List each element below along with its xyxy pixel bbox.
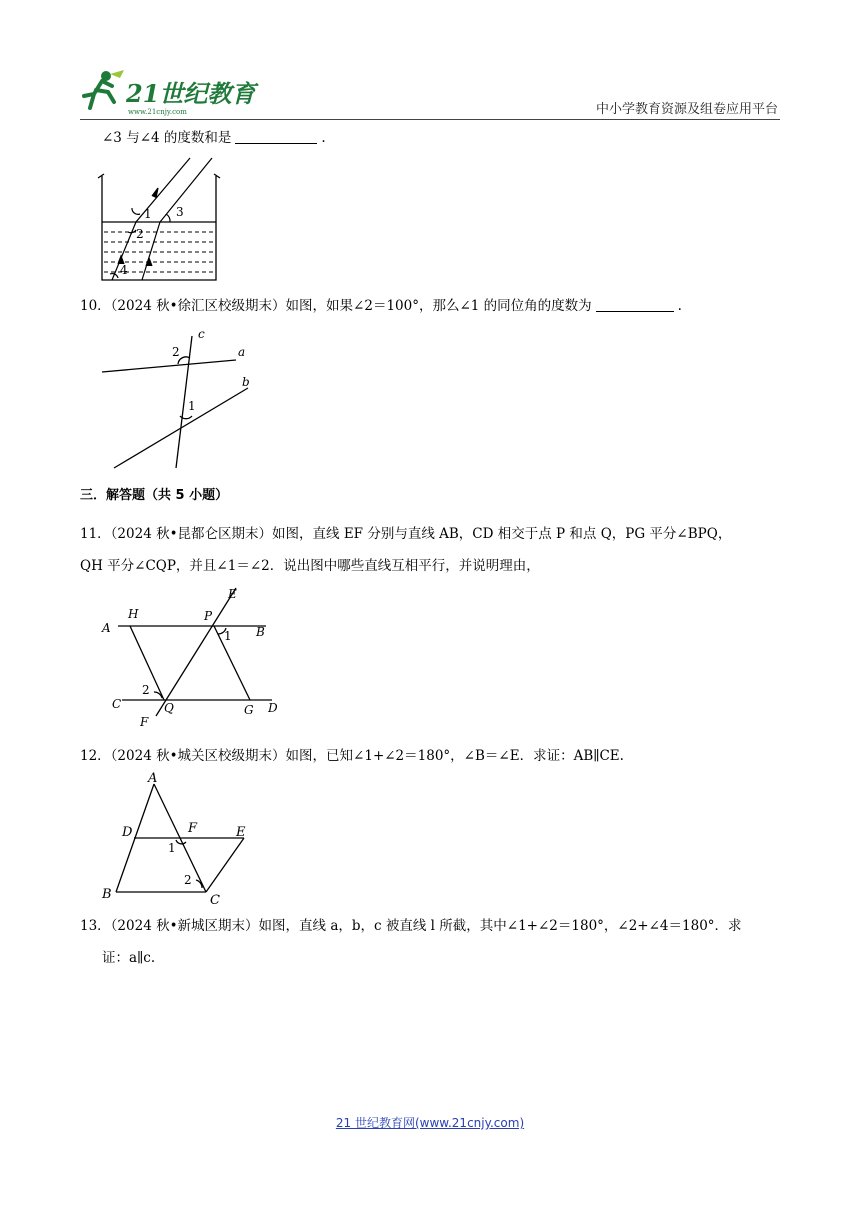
fig12-label-1: 1 xyxy=(168,841,176,855)
q9-text-before: ∠3 与∠4 的度数和是 xyxy=(102,130,232,146)
fig12-label-C: C xyxy=(210,893,220,908)
fig9-label-2: 2 xyxy=(136,227,144,241)
q11-line-1: 11．（2024 秋•昆都仑区期末）如图，直线 EF 分别与直线 AB，CD 相交于点 P 和点 Q，PG 平分∠BPQ， xyxy=(80,526,732,542)
fig10-label-1: 1 xyxy=(188,399,196,413)
figure-q9-beaker xyxy=(96,156,226,286)
fig9-label-4: 4 xyxy=(120,263,128,277)
fig10-label-2: 2 xyxy=(172,345,180,359)
q10-text xyxy=(80,296,682,316)
page-header xyxy=(80,66,780,120)
fig11-label-1: 1 xyxy=(224,629,232,643)
q9-text xyxy=(102,128,326,148)
fig9-label-3: 3 xyxy=(176,205,184,219)
q12-line-1: 12．（2024 秋•城关区校级期末）如图，已知∠1+∠2＝180°，∠B＝∠E．求证：AB∥CE. xyxy=(80,748,624,764)
q9-answer-blank[interactable] xyxy=(235,130,317,144)
logo-text: 21世纪教育 xyxy=(126,79,256,108)
figure-q11-lines xyxy=(96,584,296,732)
fig9-label-1: 1 xyxy=(144,207,152,221)
q13-line-2: 证：a∥c. xyxy=(102,950,156,966)
fig10-label-b: b xyxy=(242,375,250,389)
fig11-label-C: C xyxy=(112,697,122,711)
q9-text-after: . xyxy=(321,130,326,146)
fig10-label-c: c xyxy=(198,327,205,341)
fig11-label-P: P xyxy=(204,609,213,623)
fig12-label-E: E xyxy=(236,825,246,840)
q13-line-1: 13．（2024 秋•新城区期末）如图，直线 a，b，c 被直线 l 所截，其中∠1+∠2＝180°，∠2+∠4＝180°．求 xyxy=(80,918,742,934)
logo-21cnjy xyxy=(80,66,260,118)
figure-q12-triangle xyxy=(96,770,266,908)
fig11-label-A: A xyxy=(102,621,111,635)
q10-answer-blank[interactable] xyxy=(596,298,674,312)
fig12-label-B: B xyxy=(102,887,112,902)
figure-q10-lines xyxy=(96,320,266,472)
section-3-title: 三．解答题（共 5 小题） xyxy=(80,488,229,503)
page-footer xyxy=(0,1114,860,1131)
logo-subtext: www.21cnjy.com xyxy=(128,108,187,116)
fig10-label-a: a xyxy=(238,345,246,359)
fig12-label-D: D xyxy=(122,825,133,840)
header-divider xyxy=(80,119,780,120)
q11-line-2: QH 平分∠CQP，并且∠1＝∠2．说出图中哪些直线互相平行，并说明理由， xyxy=(80,558,540,574)
fig11-label-D: D xyxy=(268,701,278,715)
fig11-label-B: B xyxy=(256,625,265,639)
fig11-label-2: 2 xyxy=(142,683,150,697)
fig12-label-F: F xyxy=(188,821,198,836)
header-tagline: 中小学教育资源及组卷应用平台 xyxy=(595,102,778,117)
fig11-label-F: F xyxy=(140,715,149,729)
fig11-label-G: G xyxy=(244,703,254,717)
runner-icon xyxy=(84,70,124,108)
fig11-label-E: E xyxy=(228,587,237,601)
fig11-label-H: H xyxy=(128,607,139,621)
q10-text-before: 10．（2024 秋•徐汇区校级期末）如图，如果∠2＝100°，那么∠1 的同位角的度数为 xyxy=(80,298,592,314)
q10-text-after: . xyxy=(677,298,682,314)
footer-link[interactable]: 21 世纪教育网(www.21cnjy.com) xyxy=(335,1116,525,1130)
fig12-label-2: 2 xyxy=(184,873,192,887)
fig11-label-Q: Q xyxy=(164,701,174,715)
fig12-label-A: A xyxy=(148,771,158,786)
